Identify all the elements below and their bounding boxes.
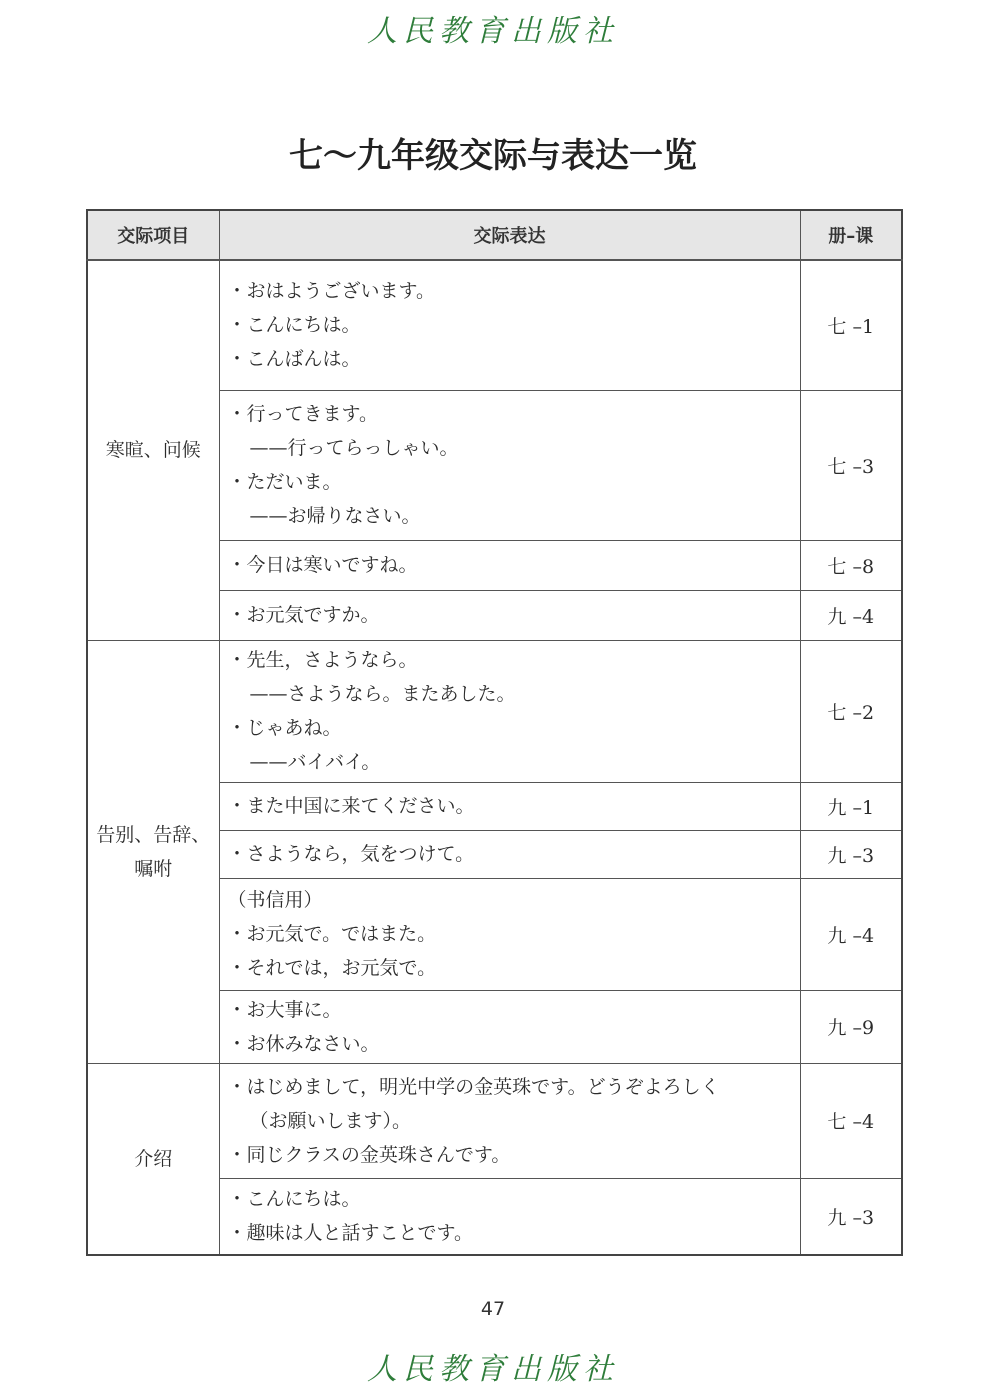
expression-line: ・お大事に。: [227, 998, 342, 1021]
lesson-ref: 九 –3: [800, 830, 902, 878]
expression-cell: [219, 590, 800, 640]
lesson-ref: 七 –2: [800, 640, 902, 782]
category-farewell: [87, 640, 219, 1063]
expression-line-continued: （お願いします）。: [249, 1109, 412, 1132]
lesson-ref: 九 –9: [800, 990, 902, 1063]
expression-line: ・さようなら，気をつけて。: [227, 843, 475, 865]
reply-line: ——行ってらっしゃい。: [249, 437, 459, 459]
publisher-logo-bottom: 人民教育出版社: [367, 1352, 619, 1387]
category-introduction: 介绍: [87, 1063, 219, 1255]
expression-line: ・ただいま。: [227, 471, 342, 493]
lesson-ref: 七 –1: [800, 260, 902, 390]
reply-line: ——さようなら。またあした。: [249, 683, 516, 705]
reply-line: ——お帰りなさい。: [249, 505, 421, 527]
expression-cell: [219, 640, 800, 782]
header-reference: 册–课: [800, 210, 902, 260]
expression-cell: [219, 1178, 800, 1255]
expression-line: ・こんにちは。: [227, 1188, 361, 1211]
expression-line: ・趣味は人と話すことです。: [227, 1222, 473, 1245]
publisher-logo-top: 人民教育出版社: [367, 14, 619, 49]
expression-cell: [219, 990, 800, 1063]
expression-cell: [219, 260, 800, 390]
expression-cell: [219, 878, 800, 990]
expression-cell: [219, 390, 800, 540]
expression-line: ・それでは，お元気で。: [227, 957, 437, 979]
expression-line: ・また中国に来てください。: [227, 795, 475, 817]
page-title: 七～九年级交际与表达一览: [289, 136, 697, 176]
expression-line: ・行ってきます。: [227, 403, 378, 425]
expression-line: ・お元気ですか。: [227, 604, 380, 626]
expression-line: ・こんばんは。: [227, 348, 361, 371]
expressions-table: [86, 209, 903, 1256]
expression-line: ・お休みなさい。: [227, 1032, 380, 1055]
lesson-ref: 九 –1: [800, 782, 902, 830]
category-greeting: 寒暄、问候: [87, 260, 219, 640]
lesson-ref: 九 –4: [800, 590, 902, 640]
expression-line: ・同じクラスの金英珠さんです。: [227, 1143, 511, 1166]
lesson-ref: 七 –3: [800, 390, 902, 540]
expression-line: ・先生，さようなら。: [227, 649, 418, 671]
expression-line: ・はじめまして，明光中学の金英珠です。どうぞよろしく: [227, 1075, 720, 1098]
page-number: 47: [480, 1298, 506, 1320]
expression-cell: [219, 1063, 800, 1178]
expression-line: ・じゃあね。: [227, 717, 342, 739]
expression-line: ・こんにちは。: [227, 314, 361, 337]
category-farewell-label: 告别、告辞、 嘱咐: [96, 823, 211, 880]
expression-line: ・今日は寒いですね。: [227, 554, 418, 576]
expression-note: （书信用）: [227, 889, 323, 911]
expression-cell: [219, 540, 800, 590]
lesson-ref: 七 –4: [800, 1063, 902, 1178]
reply-line: ——バイバイ。: [249, 751, 381, 773]
expression-line: ・おはようございます。: [227, 280, 435, 303]
header-category: 交际项目: [87, 210, 219, 260]
expression-cell: [219, 830, 800, 878]
expression-line: ・お元気で。ではまた。: [227, 923, 437, 945]
lesson-ref: 九 –4: [800, 878, 902, 990]
header-expression: 交际表达: [219, 210, 800, 260]
lesson-ref: 九 –3: [800, 1178, 902, 1255]
expression-cell: [219, 782, 800, 830]
lesson-ref: 七 –8: [800, 540, 902, 590]
